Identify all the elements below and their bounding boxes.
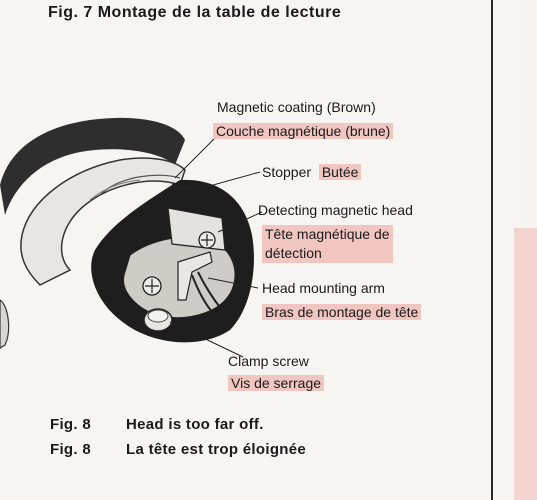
label-clamp-screw-en: Clamp screw xyxy=(228,353,309,369)
label-detecting-head-en: Detecting magnetic head xyxy=(258,202,413,218)
caption-fig8-fr: Fig. 8 La tête est trop éloignée xyxy=(50,441,307,458)
figure-title: Fig. 7 Montage de la table de lecture xyxy=(48,4,342,21)
label-magnetic-coating-en: Magnetic coating (Brown) xyxy=(217,99,376,115)
label-mounting-arm-fr: Bras de montage de tête xyxy=(262,303,421,321)
label-stopper-fr: Butée xyxy=(319,164,362,180)
label-detecting-head-fr: Tête magnétique de détection xyxy=(262,225,393,263)
label-magnetic-coating-fr: Couche magnétique (brune) xyxy=(213,122,393,140)
caption-fig8-en: Fig. 8 Head is too far off. xyxy=(50,416,264,433)
label-mounting-arm-en: Head mounting arm xyxy=(262,280,385,296)
label-stopper: Stopper Butée xyxy=(262,163,361,181)
label-clamp-screw-fr: Vis de serrage xyxy=(228,374,324,392)
